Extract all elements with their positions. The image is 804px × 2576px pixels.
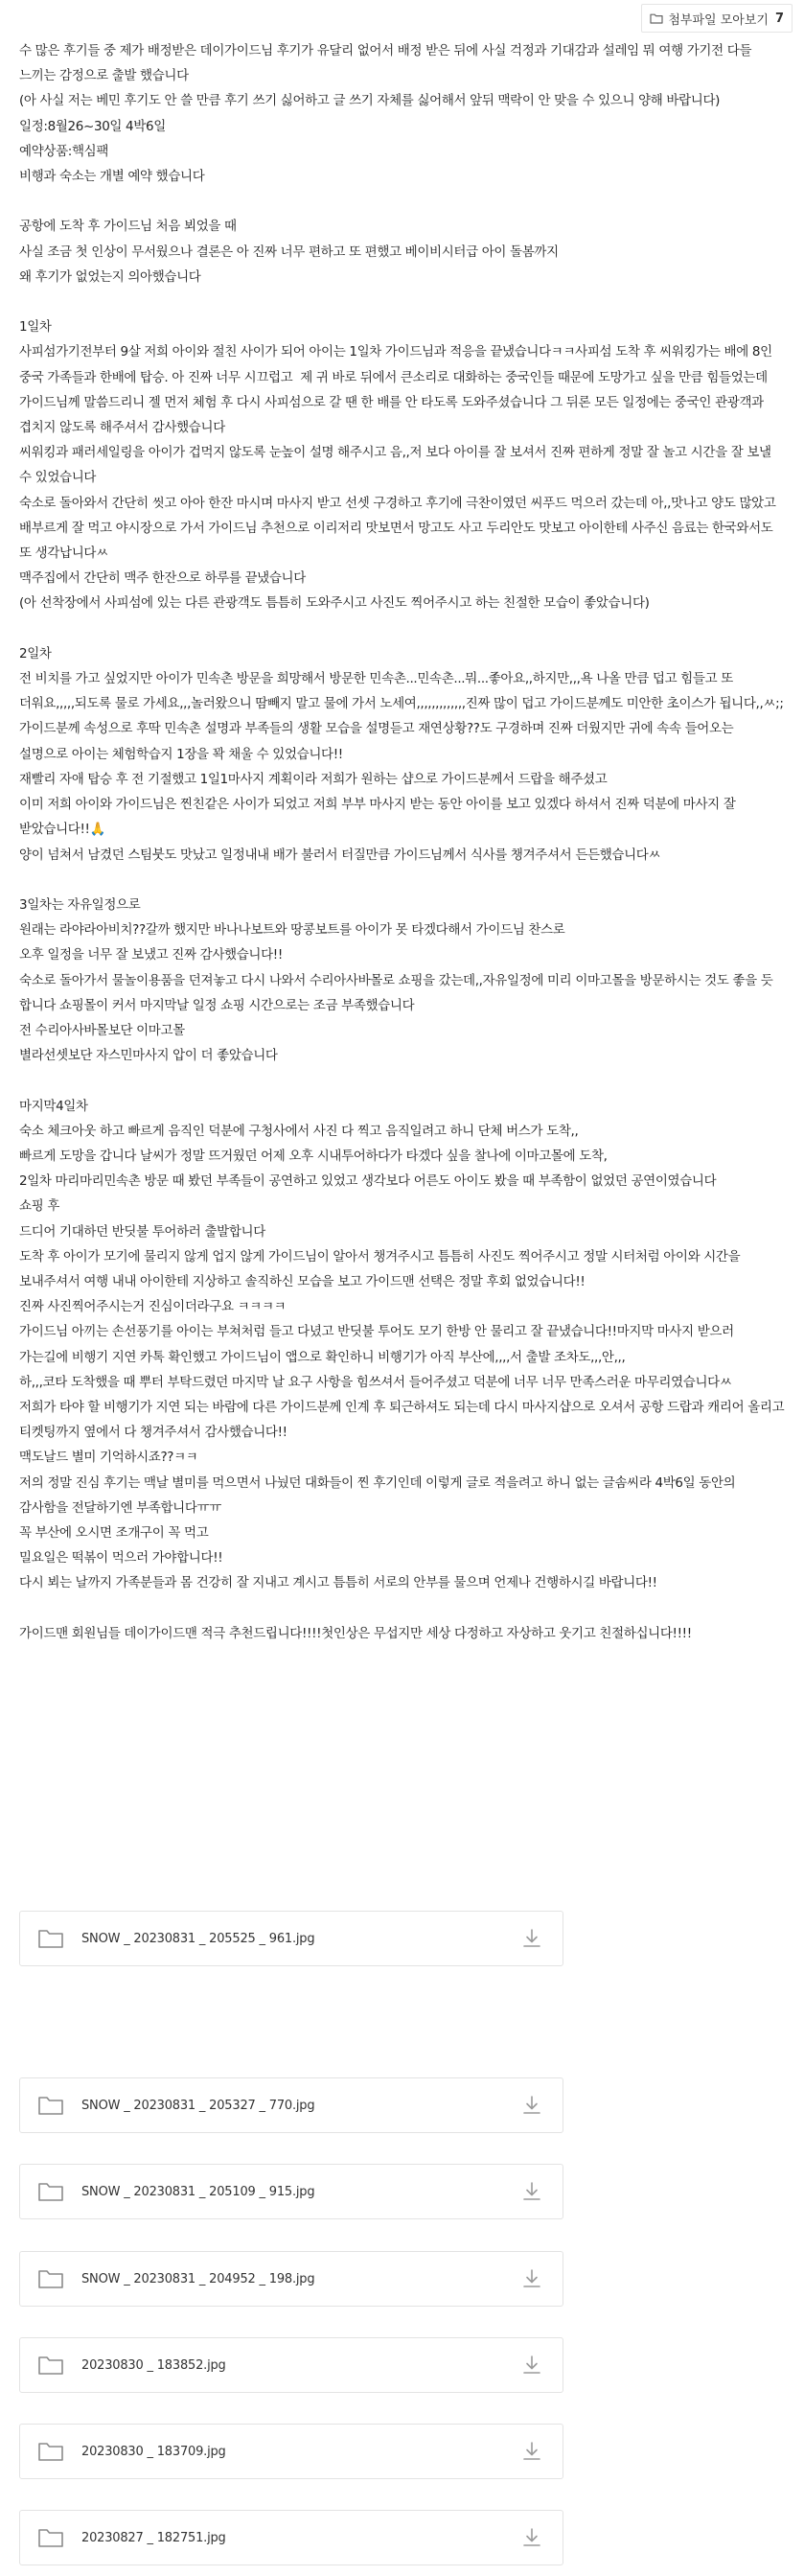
download-icon[interactable] xyxy=(520,2267,543,2290)
download-icon[interactable] xyxy=(520,2440,543,2463)
folder-icon xyxy=(37,2527,64,2548)
folder-icon xyxy=(37,2268,64,2289)
download-icon[interactable] xyxy=(520,2526,543,2549)
folder-icon xyxy=(37,2441,64,2462)
file-name: SNOW _ 20230831 _ 205525 _ 961.jpg xyxy=(81,1931,315,1946)
view-all-attachments-button[interactable] xyxy=(641,4,793,33)
download-icon[interactable] xyxy=(520,2094,543,2117)
folder-icon xyxy=(37,2095,64,2116)
download-icon[interactable] xyxy=(520,1927,543,1950)
file-name: SNOW _ 20230831 _ 205109 _ 915.jpg xyxy=(81,2184,315,2199)
post-toolbar xyxy=(0,0,804,36)
attachment-file[interactable] xyxy=(19,2251,563,2307)
file-name: SNOW _ 20230831 _ 204952 _ 198.jpg xyxy=(81,2271,315,2286)
download-icon[interactable] xyxy=(520,2180,543,2203)
folder-icon xyxy=(37,2355,64,2376)
file-name: SNOW _ 20230831 _ 205327 _ 770.jpg xyxy=(81,2098,315,2113)
file-name: 20230830 _ 183852.jpg xyxy=(81,2357,226,2373)
file-name: 20230827 _ 182751.jpg xyxy=(81,2530,226,2545)
folder-icon xyxy=(37,2181,64,2202)
folder-icon xyxy=(37,1928,64,1949)
attachment-file[interactable] xyxy=(19,2424,563,2479)
file-name: 20230830 _ 183709.jpg xyxy=(81,2444,226,2459)
folder-icon xyxy=(650,12,663,24)
attachment-file[interactable] xyxy=(19,2337,563,2393)
attachment-file[interactable] xyxy=(19,1911,563,1966)
attachment-file[interactable] xyxy=(19,2510,563,2565)
attachments-label: 첨부파일 모아보기 xyxy=(668,12,769,28)
attachment-file[interactable] xyxy=(19,2077,563,2133)
attachments-count: 7 xyxy=(774,11,784,26)
download-icon[interactable] xyxy=(520,2354,543,2377)
post-body: 수 많은 후기들 중 제가 배정받은 데이가이드님 후기가 유달리 없어서 배정 받은 뒤에 사실 걱정과 기대감과 설레임 뭐 여행 가기전 다들 느끼는 감정으로 출발 했습니다 (아 사실 저는 베민 후기도 안 쓸 만큼 후기 쓰기 싫어하고 글 쓰기 자체를 싫어해서 앞뒤 맥락이 안 맞을 수 있으니 양해 바랍니다) 일정:8월26~30일 4박6일 예약상품:핵심팩 비행과 숙소는 개별 예약 했습니다 공항에 도착 후 가이드님 처음 뵈었을 때 사실 조금 첫 인상이 무서웠으나 결론은 아 진짜 너무 편하고 또 편했고 베이비시터급 아이 돌봄까지 왜 후기가 없었는지 의아했습니다 1일차 사피섬가기전부터 9살 저희 아이와 절친 사이가 되어 아이는 1일차 가이드님과 적응을 끝냈습니다ㅋㅋ사피섬 도착 후 씨워킹가는 배에 8인 중국 가족들과 한배에 탑승. 아 진짜 너무 시끄럽고 제 귀 바로 뒤에서 큰소리로 대화하는 중국인들 때문에 도망가고 싶을 만큼 힘들었는데 가이드님께 말씀드리니 젤 먼저 체험 후 다시 사피섬으로 갈 땐 한 배를 안 타도록 도와주셨습니다 그 뒤론 모든 일정에는 중국인 관광객과 겹치지 않도록 해주셔서 감사했습니다 씨워킹과 패러세일링을 아이가 겁먹지 않도록 눈높이 설명 해주시고 음,,저 보다 아이를 잘 보셔서 진짜 편하게 정말 잘 놀고 시간을 잘 보낼 수 있었습니다 숙소로 돌아와서 간단히 씻고 아아 한잔 마시며 마사지 받고 선셋 구경하고 후기에 극찬이였던 씨푸드 먹으러 갔는데 아,,맛나고 양도 많았고 배부르게 잘 먹고 야시장으로 가서 가이드님 추천으로 이리저리 맛보면서 망고도 사고 두리안도 맛보고 아이한테 사주신 음료는 한국와서도 또 생각납니다ㅆ 맥주집에서 간단히 맥주 한잔으로 하루를 끝냈습니다 (아 선착장에서 사피섬에 있는 다른 관광객도 틈틈히 도와주시고 사진도 찍어주시고 하는 친절한 모습이 좋았습니다) 2일차 전 비치를 가고 싶었지만 아이가 민속촌 방문을 희망해서 방문한 민속촌...민속촌...뭐...좋아요,,하지만,,,욕 나올 만큼 덥고 힘들고 또 더워요,,,,,되도록 물로 가세요,,,놀러왔으니 땀빼지 말고 물에 가서 노세여,,,,,,,,,,,,,진짜 많이 덥고 가이드분께도 미안한 초이스가 됩니다,,ㅆ;; 가이드분께 속성으로 후딱 민속촌 설명과 부족들의 생활 모습을 설명듣고 재연상황??도 구경하며 진짜 더웠지만 귀에 속속 들어오는 설명으로 아이는 체험학습지 1장을 꽉 채울 수 있었습니다!! 재빨리 자애 탑승 후 전 기절했고 1일1마사지 계획이라 저희가 원하는 샵으로 가이드분께서 드랍을 해주셨고 이미 저희 아이와 가이드님은 찐친같은 사이가 되었고 저희 부부 마사지 받는 동안 아이를 보고 있겠다 하셔서 진짜 덕분에 마사지 잘 받았습니다!!🙏 양이 넘쳐서 남겼던 스팀붓도 맛났고 일정내내 배가 불러서 터질만큼 가이드님께서 식사를 챙겨주셔서 든든했습니다ㅆ 3일차는 자유일정으로 원래는 라야라아비치??갈까 했지만 바나나보트와 땅콩보트를 아이가 못 타겠다해서 가이드님 찬스로 오후 일정을 너무 잘 보냈고 진짜 감사했습니다!! 숙소로 돌아가서 물놀이용품을 던져놓고 다시 나와서 수리아사바몰로 쇼핑을 갔는데,,자유일정에 미리 이마고몰을 방문하시는 것도 좋을 듯 합니다 쇼핑몰이 커서 마지막날 일정 쇼핑 시간으로는 조금 부족했습니다 전 수리아사바몰보단 이마고몰 별라선셋보단 자스민마사지 압이 더 좋았습니다 마지막4일차 숙소 체크아웃 하고 빠르게 음직인 덕분에 구청사에서 사진 다 찍고 음직일려고 하니 단체 버스가 도착,, 빠르게 도망을 갑니다 날씨가 정말 뜨거웠던 어제 오후 시내투어하다가 타겠다 싶을 찰나에 이마고몰에 도착, 2일차 마리마리민속촌 방문 때 봤던 부족들이 공연하고 있었고 생각보다 어른도 아이도 봤을 때 부족함이 없었던 공연이였습니다 쇼핑 후 드디어 기대하던 반딧불 투어하러 출발합니다 도착 후 아이가 모기에 물리지 않게 업지 않게 가이드님이 알아서 챙겨주시고 틈틈히 사진도 찍어주시고 정말 시터처럼 아이와 시간을 보내주셔서 여행 내내 아이한테 지상하고 솔직하신 모습을 보고 가이드맨 선택은 정말 후회 없었습니다!! 진짜 사진찍어주시는거 진심이더라구요 ㅋㅋㅋㅋ 가이드님 아끼는 손선풍기를 아이는 부쳐처럼 들고 다녔고 반딧불 투어도 모기 한방 안 물리고 잘 끝냈습니다!!마지막 마사지 받으러 가는길에 비행기 지연 카톡 확인했고 가이드님이 앱으로 확인하니 비행기가 아직 부산에,,,,서 출발 조차도,,,안,,, 하,,,코타 도착했을 때 뿌터 부탁드렸던 마지막 날 요구 사항을 힘쓰셔서 들어주셨고 덕분에 너무 너무 만족스러운 마무리였습니다ㅆ 저희가 타야 할 비행기가 지연 되는 바람에 다른 가이드분께 인계 후 퇴근하셔도 되는데 다시 마사지샵으로 오셔서 공항 드랍과 캐리어 올리고 티켓팅까지 옆에서 다 챙겨주셔서 감사했습니다!! 맥도날드 별미 기억하시죠??ㅋㅋ 저의 정말 진심 후기는 맥날 별미를 먹으면서 나눴던 대화들이 찐 후기인데 이렇게 글로 적을려고 하니 없는 글솜씨라 4박6일 동안의 감사함을 전달하기엔 부족합니다ㅠㅠ 꼭 부산에 오시면 조개구이 꼭 먹고 밀요일은 떡볶이 먹으러 가야합니다!! 다시 뵈는 날까지 가족분들과 몸 건강히 잘 지내고 계시고 틈틈히 서로의 안부를 물으며 언제나 건행하시길 바랍니다!! 가이드맨 회원님들 데이가이드맨 적극 추천드립니다!!!!첫인상은 무섭지만 세상 다정하고 자상하고 웃기고 친절하십니다!!!! xyxy=(19,43,785,1641)
attachment-file[interactable] xyxy=(19,2164,563,2219)
